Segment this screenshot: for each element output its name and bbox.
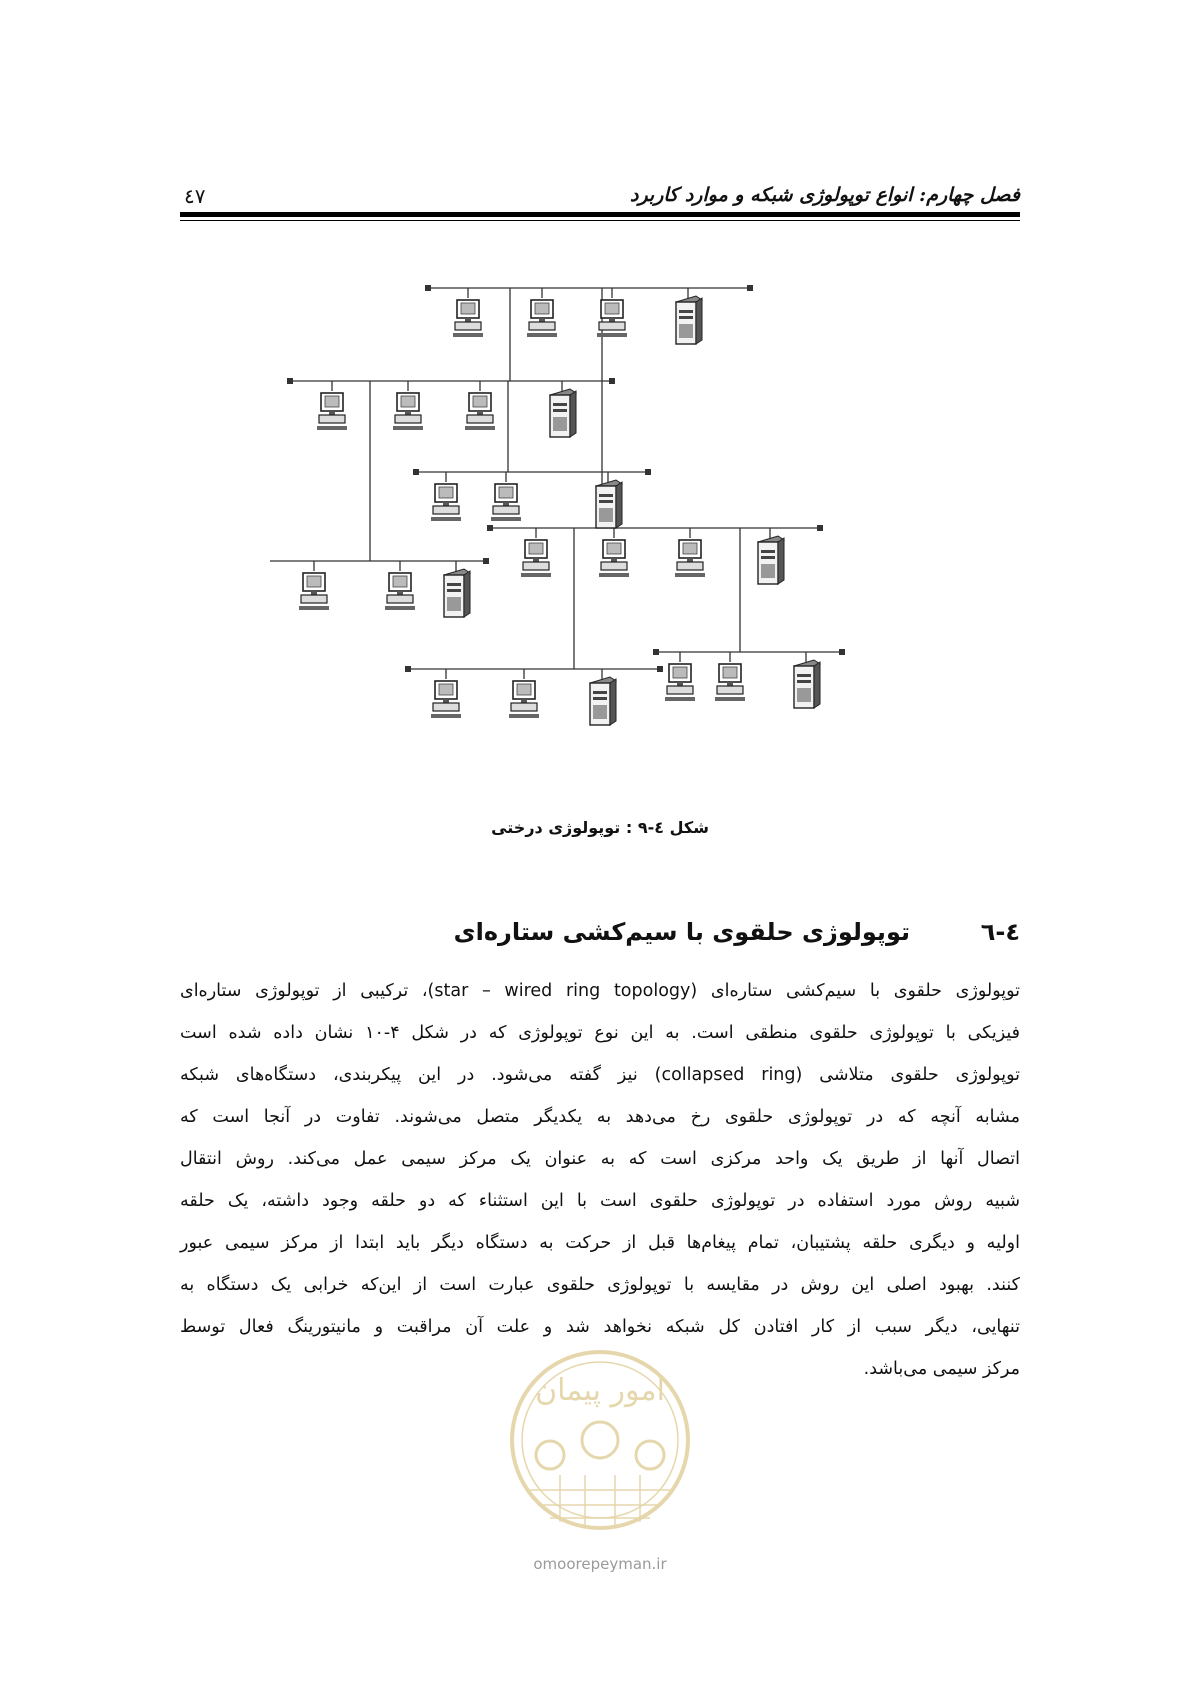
page-header — [180, 184, 1020, 224]
bus-terminator — [839, 649, 845, 655]
server-icon — [758, 536, 784, 584]
workstation-icon — [491, 484, 521, 521]
workstation-icon — [317, 393, 347, 430]
bus-terminator — [645, 469, 651, 475]
server-icon — [590, 677, 616, 725]
bus-terminator — [413, 469, 419, 475]
body-paragraph — [180, 970, 1020, 1390]
body-line: شبیه روش مورد استفاده در توپولوژی حلقوی است با این استثناء که دو حلقه وجود داشته، یک حلقه — [180, 1191, 1020, 1211]
body-line: کنند. بهبود اصلی این روش در مقایسه با توپولوژی حلقوی عبارت است از این‌که خرابی یک دستگاه به — [180, 1275, 1020, 1295]
workstation-icon — [715, 664, 745, 701]
workstation-icon — [665, 664, 695, 701]
workstation-icon — [431, 484, 461, 521]
bus-terminator — [405, 666, 411, 672]
workstation-icon — [599, 540, 629, 577]
tree-topology-figure — [270, 285, 910, 785]
body-line: مشابه آنچه که در توپولوژی حلقوی رخ می‌دهد به یکدیگر متصل می‌شوند. تفاوت در آنجا است که — [180, 1107, 1020, 1127]
header-rule-thin — [180, 220, 1020, 221]
body-line: اولیه و دیگری حلقه پشتیبان، تمام پیغام‌ها قبل از حرکت به دستگاه دیگر باید ابتدا از مرکز سیمی عبور — [180, 1233, 1020, 1253]
server-icon — [550, 389, 576, 437]
body-line: فیزیکی با توپولوژی حلقوی منطقی است. به این نوع توپولوژی که در شکل ۴-۱۰ نشان داده شده است — [180, 1023, 1021, 1043]
bus-terminator — [747, 285, 753, 291]
workstation-icon — [299, 573, 329, 610]
workstation-icon — [521, 540, 551, 577]
bus-terminator — [425, 285, 431, 291]
body-line: تنهایی، دیگر سبب از کار افتادن کل شبکه نخواهد شد و علت آن مراقبت و مانیتورینگ فعال توسط — [180, 1317, 1020, 1337]
tree-topology-diagram — [270, 285, 910, 785]
section-heading — [180, 918, 1020, 958]
server-icon — [596, 480, 622, 528]
body-line: اتصال آنها از طریق یک واحد مرکزی است که به عنوان یک مرکز سیمی عمل می‌کند. روش انتقال — [180, 1149, 1020, 1169]
workstation-icon — [509, 681, 539, 718]
workstation-icon — [385, 573, 415, 610]
server-icon — [676, 296, 702, 344]
watermark-logo — [490, 1340, 710, 1550]
bus-terminator — [483, 558, 489, 564]
running-title: فصل چهارم: انواع توپولوژی شبکه و موارد کاربرد — [629, 184, 1020, 206]
body-line: مرکز سیمی می‌باشد. — [863, 1359, 1020, 1379]
watermark-text: امور پیمان — [535, 1373, 665, 1408]
body-line: توپولوژی حلقوی با سیم‌کشی ستاره‌ای (star – wired ring topology)، ترکیبی از توپولوژی ستاره‌ای — [180, 981, 1021, 1001]
workstation-icon — [465, 393, 495, 430]
header-rule-thick — [180, 212, 1020, 217]
section-number: ٤-٦ — [980, 918, 1020, 946]
bus-terminator — [653, 649, 659, 655]
workstation-icon — [393, 393, 423, 430]
bus-terminator — [657, 666, 663, 672]
workstation-icon — [675, 540, 705, 577]
bus-terminator — [287, 378, 293, 384]
bus-terminator — [817, 525, 823, 531]
workstation-icon — [453, 300, 483, 337]
figure-caption: شکل ٤-٩ : توپولوژی درختی — [491, 818, 709, 837]
section-title: توپولوژی حلقوی با سیم‌کشی ستاره‌ای — [453, 918, 910, 946]
page-number: ٤٧ — [184, 184, 206, 208]
server-icon — [794, 660, 820, 708]
workstation-icon — [431, 681, 461, 718]
body-line: توپولوژی حلقوی متلاشی (collapsed ring) نیز گفته می‌شود. در این پیکربندی، دستگاه‌های شبکه — [180, 1065, 1020, 1085]
bus-terminator — [609, 378, 615, 384]
server-icon — [444, 569, 470, 617]
watermark-seal-icon — [490, 1340, 710, 1550]
watermark-url: omoorepeyman.ir — [533, 1555, 667, 1573]
bus-terminator — [487, 525, 493, 531]
workstation-icon — [527, 300, 557, 337]
